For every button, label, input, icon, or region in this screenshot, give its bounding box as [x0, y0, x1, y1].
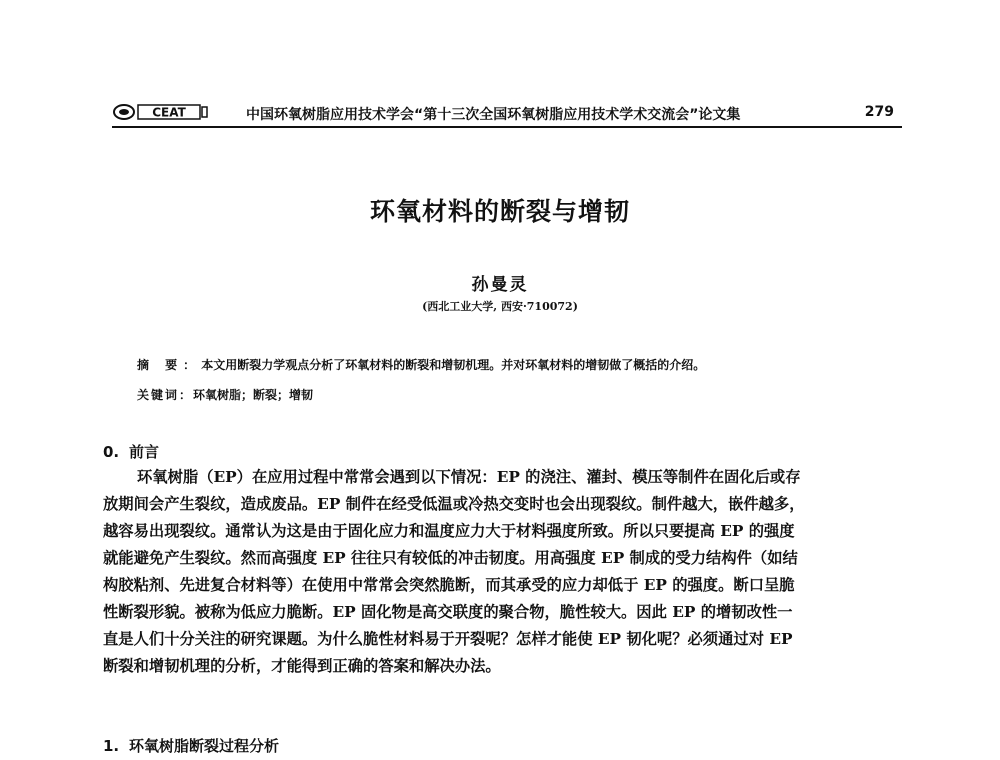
body-line: 直是人们十分关注的研究课题。为什么脆性材料易于开裂呢？怎样才能使 EP 韧化呢？必须通过对 EP — [103, 630, 793, 648]
page-number: 279 — [864, 104, 894, 120]
logo-lettering: CEAT — [152, 105, 186, 120]
body-line: 性断裂形貌。被称为低应力脆断。EP 固化物是高交联度的聚合物，脆性较大。因此 EP 的增韧改性一 — [103, 603, 793, 621]
keywords-label: 关键词： — [137, 388, 194, 402]
body-line: 越容易出现裂纹。通常认为这是由于固化应力和温度应力大于材料强度所致。所以只要提高 EP 的强度 — [103, 522, 795, 540]
abstract-label: 摘 要： — [137, 358, 202, 372]
running-header — [112, 98, 902, 126]
author-affiliation: (西北工业大学, 西安·710072) — [422, 300, 578, 313]
abstract — [137, 356, 705, 373]
keywords-text: 环氧树脂；断裂；增韧 — [193, 388, 314, 402]
paper-title: 环氧材料的断裂与增韧 — [369, 197, 630, 226]
body-line: 就能避免产生裂纹。然而高强度 EP 往往只有较低的冲击韧度。用高强度 EP 制成的受力结构件（如结 — [103, 549, 798, 567]
section-heading-introduction — [103, 441, 159, 462]
body-line: 环氧树脂（EP）在应用过程中常常会遇到以下情况：EP 的浇注、灌封、模压等制件在固化后或存 — [137, 468, 801, 486]
keywords — [137, 386, 313, 403]
section-number: 0. — [103, 443, 120, 461]
introduction-body — [103, 464, 903, 680]
section-title: 前言 — [129, 443, 160, 461]
body-line: 断裂和增韧机理的分析，才能得到正确的答案和解决办法。 — [103, 657, 501, 675]
section-heading-fracture-analysis — [103, 735, 279, 756]
section-title: 环氧树脂断裂过程分析 — [129, 737, 280, 755]
section-number: 1. — [103, 737, 120, 755]
header-rule — [112, 126, 902, 128]
author-name: 孙曼灵 — [471, 275, 529, 295]
abstract-text: 本文用断裂力学观点分析了环氧材料的断裂和增韧机理。并对环氧材料的增韧做了概括的介绍。 — [201, 358, 706, 372]
ceat-logo — [112, 102, 208, 122]
body-line: 放期间会产生裂纹，造成废品。EP 制件在经受低温或冷热交变时也会出现裂纹。制件越大，嵌件越多， — [103, 495, 805, 513]
journal-title: 中国环氧树脂应用技术学会“第十三次全国环氧树脂应用技术学术交流会”论文集 — [246, 107, 741, 123]
body-line: 构胶粘剂、先进复合材料等）在使用中常常会突然脆断，而其承受的应力却低于 EP 的强度。断口呈脆 — [103, 576, 795, 594]
